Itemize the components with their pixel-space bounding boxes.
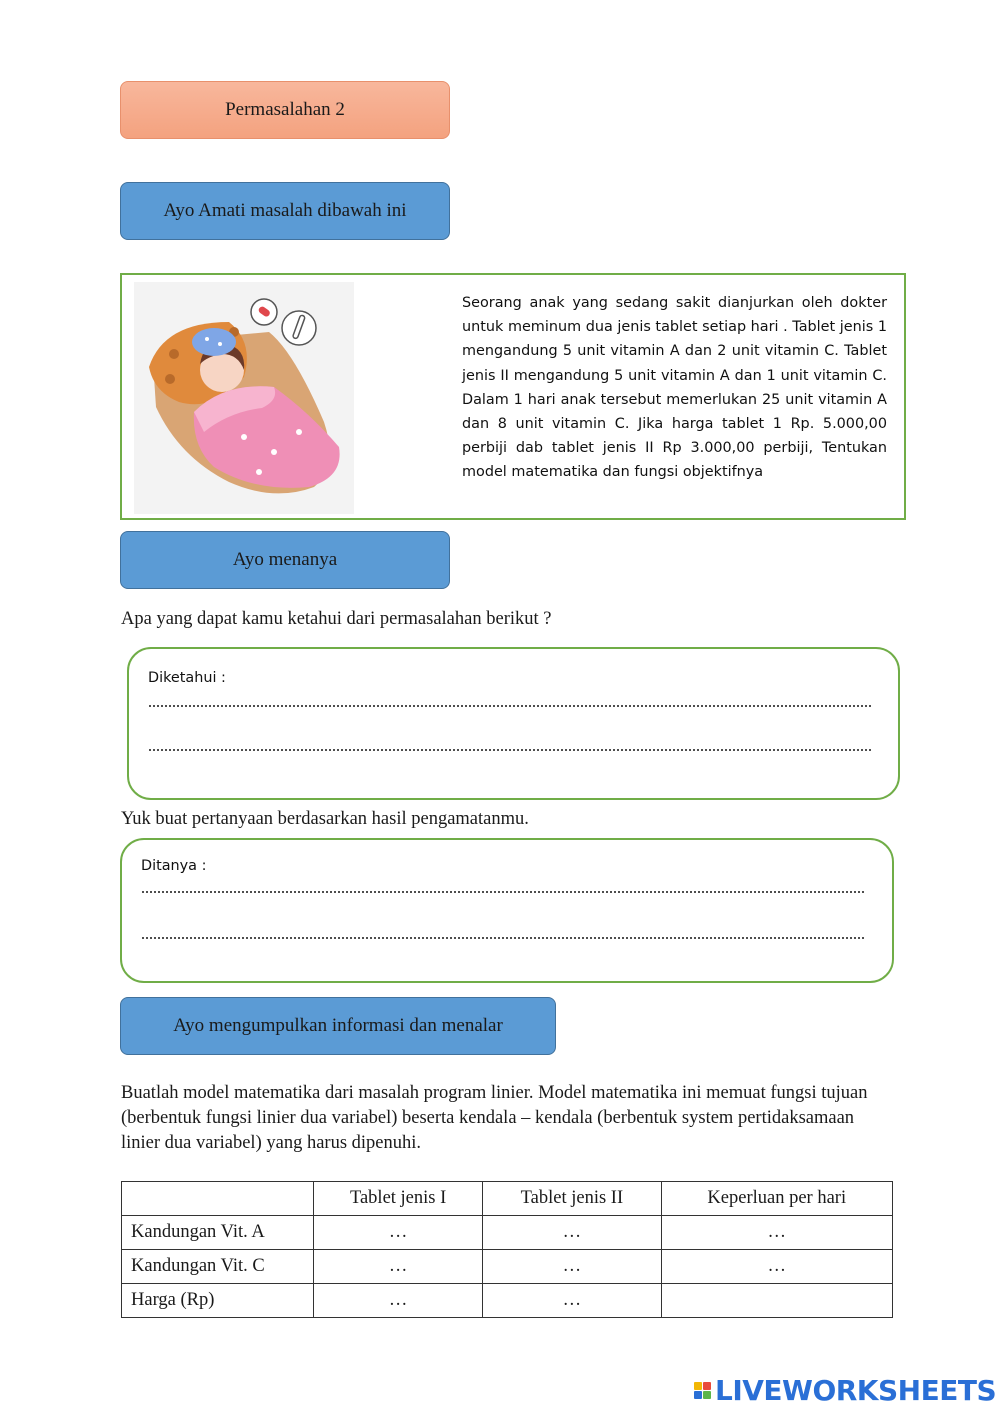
cell-vit-c-tablet-1[interactable]: … bbox=[314, 1250, 483, 1284]
problem-statement: Seorang anak yang sedang sakit dianjurkan oleh dokter untuk meminum dua jenis tablet setiap hari . Tablet jenis 1 mengandung 5 unit vitamin A dan 2 unit vitamin C. Tablet jenis II mengandung 5 unit vitamin A dan 1 unit vitamin C. Dalam 1 hari anak tersebut memerlukan 25 unit vitamin A dan 8 unit vitamin C. Jika harga tablet 1 Rp. 5.000,00 perbiji dab tablet jenis II Rp 3.000,00 perbiji, Tentukan model matematika dan fungsi objektifnya bbox=[462, 295, 887, 481]
gather-section-title: Ayo mengumpulkan informasi dan menalar bbox=[173, 1015, 503, 1036]
brand-name: LIVEWORKSHEETS bbox=[715, 1374, 997, 1407]
known-answer-line-1[interactable] bbox=[148, 703, 872, 709]
question-prompt: Yuk buat pertanyaan berdasarkan hasil pengamatanmu. bbox=[121, 809, 529, 829]
table-header-daily-need: Keperluan per hari bbox=[661, 1182, 892, 1216]
cell-vit-c-tablet-2[interactable]: … bbox=[483, 1250, 661, 1284]
cell-vit-c-daily[interactable]: … bbox=[661, 1250, 892, 1284]
liveworksheets-mark-icon bbox=[694, 1382, 711, 1399]
table-header-corner bbox=[122, 1182, 314, 1216]
vitamin-table bbox=[121, 1181, 893, 1318]
problem-box bbox=[120, 273, 906, 520]
observe-section-banner bbox=[120, 182, 450, 240]
cell-price-tablet-2[interactable]: … bbox=[483, 1284, 661, 1318]
model-instruction: Buatlah model matematika dari masalah program linier. Model matematika ini memuat fungsi tujuan (berbentuk fungsi linier dua variabel) beserta kendala – kendala (berbentuk system pertidaksamaan linier dua variabel) yang harus dipenuhi. bbox=[121, 1083, 868, 1153]
row-label-vit-c: Kandungan Vit. C bbox=[122, 1250, 314, 1284]
liveworksheets-logo[interactable] bbox=[694, 1374, 996, 1407]
cell-vit-a-tablet-2[interactable]: … bbox=[483, 1216, 661, 1250]
cell-vit-a-daily[interactable]: … bbox=[661, 1216, 892, 1250]
asked-answer-line-1[interactable] bbox=[141, 889, 865, 895]
known-answer-line-2[interactable] bbox=[148, 747, 872, 753]
table-header-tablet-1: Tablet jenis I bbox=[314, 1182, 483, 1216]
known-answer-box[interactable] bbox=[127, 647, 900, 800]
asked-answer-line-2[interactable] bbox=[141, 935, 865, 941]
ask-section-title: Ayo menanya bbox=[232, 549, 338, 570]
problem-title: Permasalahan 2 bbox=[225, 99, 345, 120]
known-prompt: Apa yang dapat kamu ketahui dari permasalahan berikut ? bbox=[121, 609, 552, 629]
table-header-tablet-2: Tablet jenis II bbox=[483, 1182, 661, 1216]
table-row bbox=[122, 1284, 893, 1318]
cell-price-tablet-1[interactable]: … bbox=[314, 1284, 483, 1318]
row-label-vit-a: Kandungan Vit. A bbox=[122, 1216, 314, 1250]
table-header-row bbox=[122, 1182, 893, 1216]
cell-vit-a-tablet-1[interactable]: … bbox=[314, 1216, 483, 1250]
observe-section-title: Ayo Amati masalah dibawah ini bbox=[163, 200, 407, 221]
table-row bbox=[122, 1250, 893, 1284]
row-label-price: Harga (Rp) bbox=[122, 1284, 314, 1318]
ask-section-banner bbox=[120, 531, 450, 589]
cell-price-daily bbox=[661, 1284, 892, 1318]
gather-section-banner bbox=[120, 997, 556, 1055]
sick-child-icon bbox=[134, 282, 354, 514]
table-row bbox=[122, 1216, 893, 1250]
problem-title-banner bbox=[120, 81, 450, 139]
sick-child-illustration bbox=[134, 282, 354, 514]
asked-label: Ditanya : bbox=[141, 858, 207, 874]
known-label: Diketahui : bbox=[148, 670, 226, 686]
asked-answer-box[interactable] bbox=[120, 838, 894, 983]
